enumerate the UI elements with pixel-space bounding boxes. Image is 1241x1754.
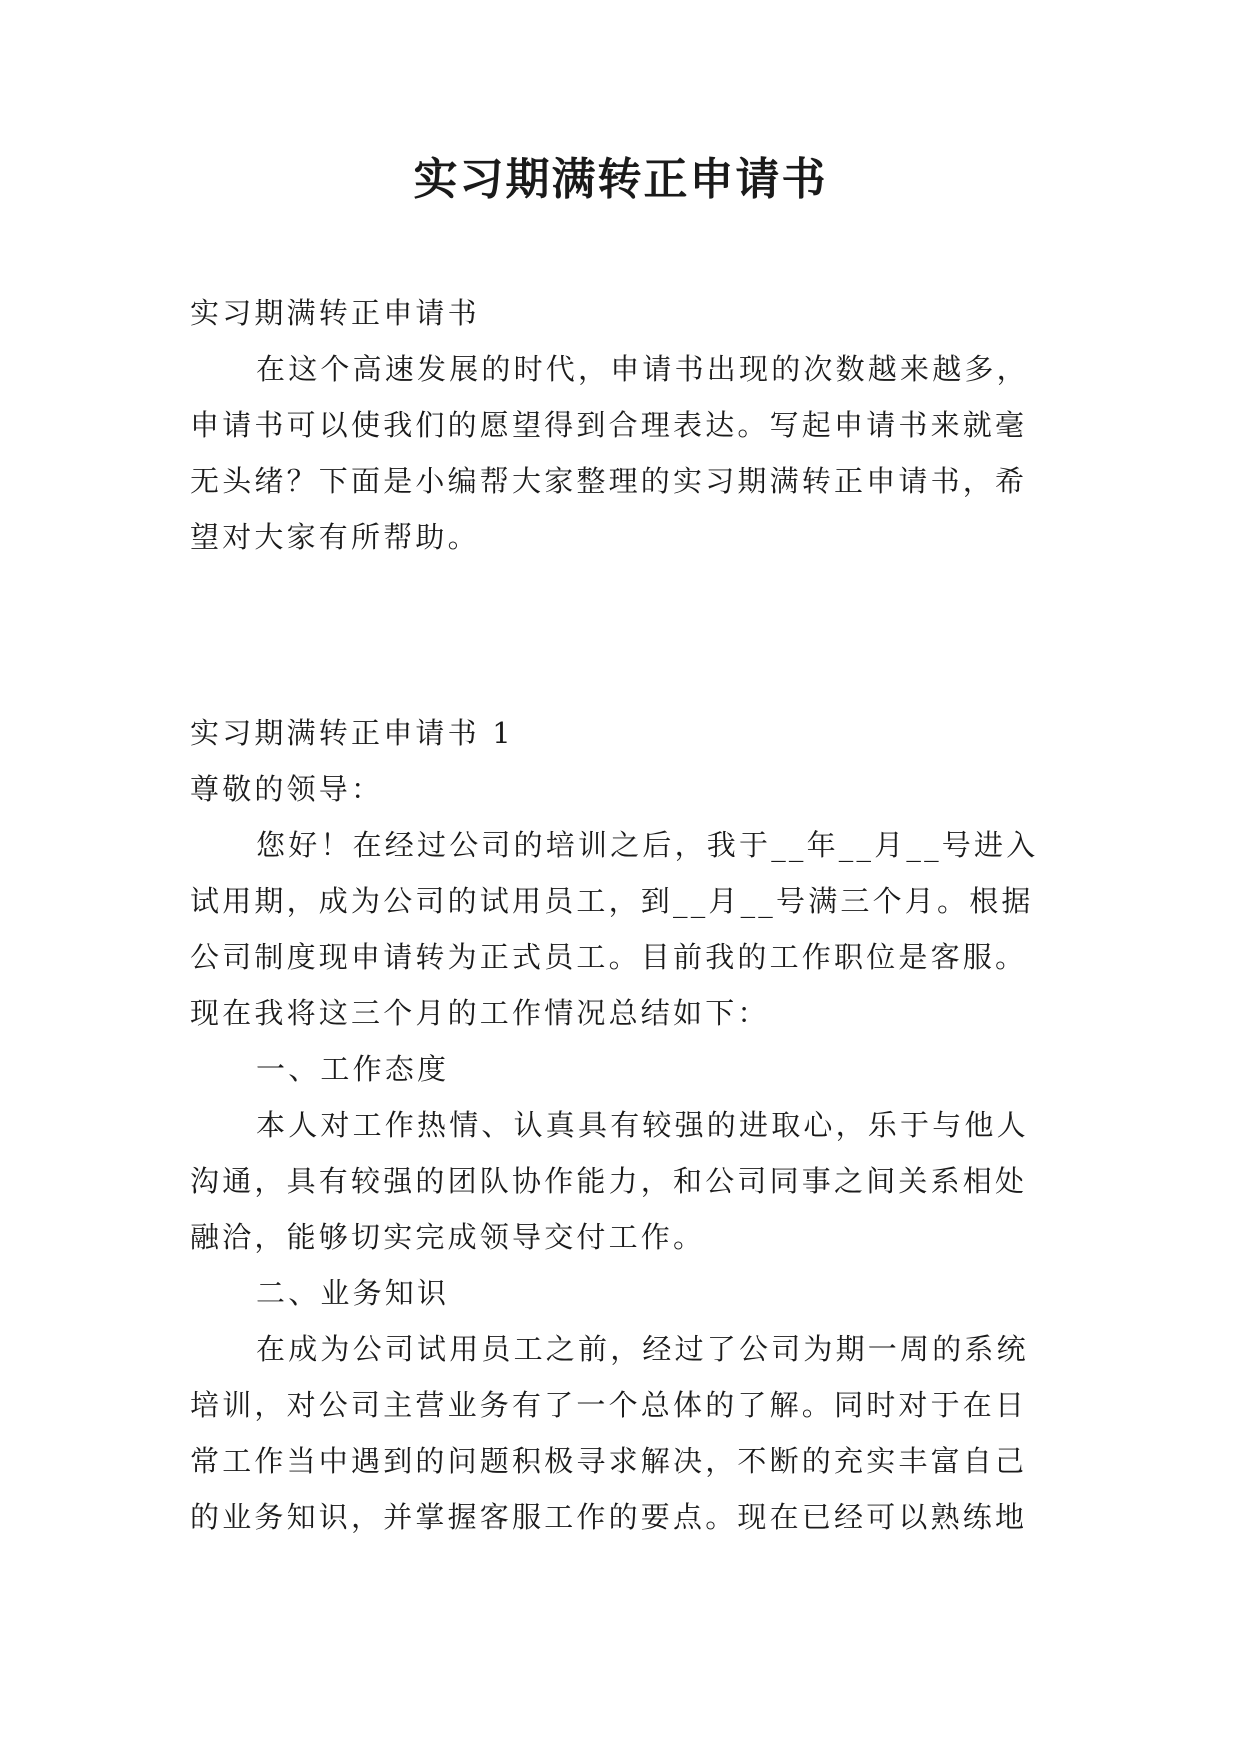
intro-paragraph-line: 无头绪？下面是小编帮大家整理的实习期满转正申请书，希 — [190, 464, 1028, 498]
subheading-work-attitude: 一、工作态度 — [256, 1052, 450, 1086]
paragraph-line: 您好！在经过公司的培训之后，我于__年__月__号进入 — [256, 828, 1039, 862]
intro-paragraph-line: 在这个高速发展的时代，申请书出现的次数越来越多， — [256, 352, 1029, 386]
section-gap — [190, 565, 1070, 705]
intro-heading: 实习期满转正申请书 — [190, 296, 480, 330]
salutation: 尊敬的领导： — [190, 772, 384, 806]
paragraph-line: 融洽，能够切实完成领导交付工作。 — [190, 1220, 706, 1254]
paragraph-line: 在成为公司试用员工之前，经过了公司为期一周的系统 — [256, 1332, 1029, 1366]
paragraph-line: 常工作当中遇到的问题积极寻求解决，不断的充实丰富自己 — [190, 1444, 1028, 1478]
subheading-business-knowledge: 二、业务知识 — [256, 1276, 450, 1310]
document-body — [190, 285, 1070, 1545]
paragraph-line: 的业务知识，并掌握客服工作的要点。现在已经可以熟练地 — [190, 1500, 1028, 1534]
section-heading: 实习期满转正申请书 1 — [190, 716, 514, 750]
document-title: 实习期满转正申请书 — [413, 154, 828, 205]
paragraph-line: 现在我将这三个月的工作情况总结如下： — [190, 996, 770, 1030]
paragraph-line: 沟通，具有较强的团队协作能力，和公司同事之间关系相处 — [190, 1164, 1028, 1198]
intro-paragraph-line: 申请书可以使我们的愿望得到合理表达。写起申请书来就毫 — [190, 408, 1028, 442]
paragraph-line: 本人对工作热情、认真具有较强的进取心，乐于与他人 — [256, 1108, 1029, 1142]
paragraph-line: 公司制度现申请转为正式员工。目前我的工作职位是客服。 — [190, 940, 1028, 974]
paragraph-line: 试用期，成为公司的试用员工，到__月__号满三个月。根据 — [190, 884, 1034, 918]
intro-paragraph-line: 望对大家有所帮助。 — [190, 520, 480, 554]
paragraph-line: 培训，对公司主营业务有了一个总体的了解。同时对于在日 — [190, 1388, 1028, 1422]
